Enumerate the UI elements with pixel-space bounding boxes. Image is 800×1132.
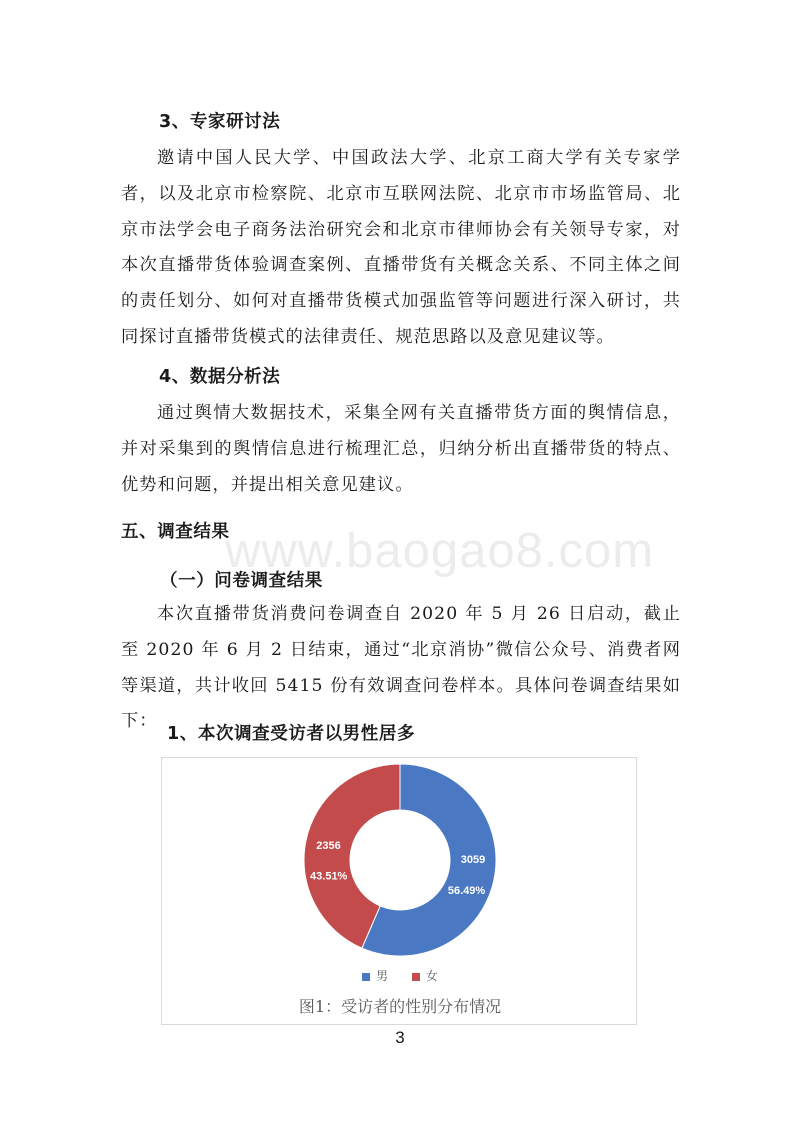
donut-chart bbox=[161, 757, 637, 1025]
percent-label-female: 43.51% bbox=[310, 870, 348, 883]
legend-item-female bbox=[412, 969, 438, 983]
section-3-body: 邀请中国人民大学、中国政法大学、北京工商大学有关专家学者，以及北京市检察院、北京市互联网法院、北京市市场监管局、北京市法学会电子商务法治研究会和北京市律师协会有关领导专家，对本次直播带货体验调查案例、直播带货有关概念关系、不同主体之间的责任划分、如何对直播带货模式加强监管等问题进行深入研讨，共同探讨直播带货模式的法律责任、规范思路以及意见建议等。 bbox=[121, 148, 681, 347]
value-label-male: 3059 bbox=[460, 853, 486, 866]
percent-label-male: 56.49% bbox=[447, 885, 486, 898]
chart-legend bbox=[162, 967, 638, 984]
section-4-title: 4、数据分析法 bbox=[159, 367, 281, 387]
subsection-title: （一）问卷调查结果 bbox=[160, 571, 323, 591]
chart-svg bbox=[162, 758, 638, 1026]
section-4-body: 通过舆情大数据技术，采集全网有关直播带货方面的舆情信息，并对采集到的舆情信息进行梳理汇总，归纳分析出直播带货的特点、优势和问题，并提出相关意见建议。 bbox=[121, 403, 681, 495]
legend-item-male bbox=[362, 969, 392, 983]
subsection-body: 本次直播带货消费问卷调查自 2020 年 5 月 26 日启动，截止至 2020 年 6 月 2 日结束，通过“北京消协”微信公众号、消费者网等渠道，共计收回 5415 份有效调查问卷样本。具体问卷调查结果如下： bbox=[121, 604, 681, 732]
section-5-title: 五、调查结果 bbox=[121, 522, 230, 542]
figure-caption: 图1：受访者的性别分布情况 bbox=[298, 997, 502, 1016]
value-label-female: 2356 bbox=[316, 840, 341, 853]
watermark: www.baogao8.com bbox=[225, 524, 655, 578]
legend-swatch-male bbox=[362, 973, 370, 981]
legend-swatch-female bbox=[412, 973, 420, 981]
figure-heading: 1、本次调查受访者以男性居多 bbox=[167, 724, 416, 744]
section-3-title: 3、专家研讨法 bbox=[159, 112, 281, 132]
legend-label-male: 男 bbox=[376, 969, 389, 983]
legend-label-female: 女 bbox=[425, 969, 438, 983]
page-number: 3 bbox=[395, 1028, 405, 1047]
